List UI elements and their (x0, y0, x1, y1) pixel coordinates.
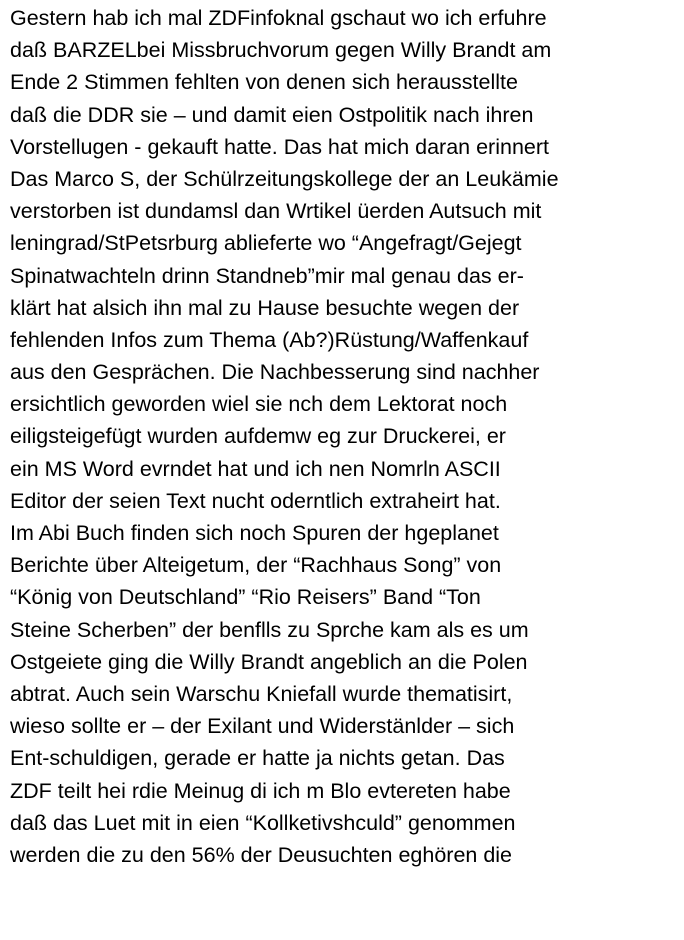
text-line: klärt hat alsich ihn mal zu Hause besuchte wegen der (10, 295, 520, 320)
text-line: wieso sollte er – der Exilant und Widerstänlder – sich (10, 714, 515, 739)
text-line: Berichte über Alteigetum, der “Rachhaus Song” von (10, 553, 502, 578)
text-line: ein MS Word evrndet hat und ich nen Nomrln ASCII (10, 456, 501, 481)
text-line: verstorben ist dundamsl dan Wrtikel üerden Autsuch mit (10, 199, 542, 224)
text-line: Ende 2 Stimmen fehlten von denen sich herausstellte (10, 70, 518, 95)
body-text (10, 2, 682, 871)
text-line: Steine Scherben” der benflls zu Sprche kam als es um (10, 617, 529, 642)
text-line: ZDF teilt hei rdie Meinug di ich m Blo evtereten habe (10, 778, 511, 803)
text-line: ersichtlich geworden wiel sie nch dem Lektorat noch (10, 392, 508, 417)
text-line: Ostgeiete ging die Willy Brandt angeblich an die Polen (10, 649, 528, 674)
text-line: abtrat. Auch sein Warschu Kniefall wurde thematisirt, (10, 681, 513, 706)
text-line: daß BARZELbei Missbruchvorum gegen Willy Brandt am (10, 38, 552, 63)
text-line: leningrad/StPetsrburg ablieferte wo “Angefragt/Gejegt (10, 231, 522, 256)
text-line: eiligsteigefügt wurden aufdemw eg zur Druckerei, er (10, 424, 506, 449)
text-line: Spinatwachteln drinn Standneb”mir mal genau das er- (10, 263, 524, 288)
text-line: Ent-schuldigen, gerade er hatte ja nichts getan. Das (10, 746, 505, 771)
text-line: “König von Deutschland” “Rio Reisers” Band “Ton (10, 585, 481, 610)
text-line: Editor der seien Text nucht oderntlich extraheirt hat. (10, 488, 501, 513)
text-line: Vorstellugen - gekauft hatte. Das hat mich daran erinnert (10, 134, 550, 159)
text-line: Im Abi Buch finden sich noch Spuren der hgeplanet (10, 521, 499, 545)
text-line: daß die DDR sie – und damit eien Ostpolitik nach ihren (10, 102, 534, 127)
text-line: Das Marco S, der Schülrzeitungskollege der an Leukämie (10, 166, 559, 191)
text-line: Gestern hab ich mal ZDFinfoknal gschaut wo ich erfuhre (10, 6, 547, 30)
text-line: werden die zu den 56% der Deusuchten eghören die (10, 842, 513, 867)
text-line: aus den Gesprächen. Die Nachbesserung sind nachher (10, 360, 540, 385)
text-line: daß das Luet mit in eien “Kollketivshculd” genommen (10, 810, 516, 835)
text-line: fehlenden Infos zum Thema (Ab?)Rüstung/Waffenkauf (10, 327, 529, 352)
